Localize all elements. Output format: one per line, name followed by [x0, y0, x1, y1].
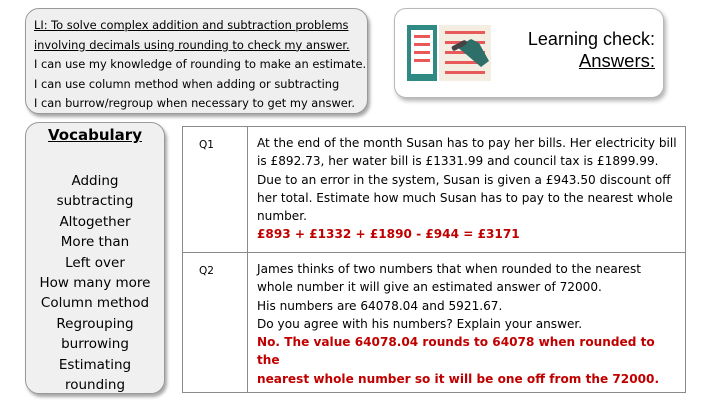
learning-check-subtitle: Answers: — [578, 50, 655, 71]
vocab-word: burrowing — [61, 336, 129, 353]
vocabulary-title: Vocabulary — [48, 126, 142, 144]
answer-line: nearest whole number so it will be one off from the 72000. — [257, 371, 660, 386]
vocab-word: subtracting — [56, 193, 134, 210]
vocabulary-list — [26, 171, 164, 395]
learning-check-box — [394, 8, 664, 98]
vocab-word: How many more — [39, 275, 151, 292]
vocabulary-box — [25, 122, 165, 394]
table-row — [183, 253, 686, 393]
questions-table — [182, 126, 686, 393]
vocab-word: rounding — [64, 377, 126, 394]
question-line: James thinks of two numbers that when rounded to the nearest — [257, 262, 642, 276]
vocab-word: Altogether — [59, 213, 131, 230]
li-criterion-3: I can burrow/regroup when necessary to get my answer. — [34, 96, 356, 110]
question-line: number. — [257, 209, 307, 224]
vocab-word: More than — [60, 234, 130, 251]
question-line: His numbers are 64078.04 and 5921.67. — [257, 298, 503, 313]
question-number: Q1 — [183, 127, 248, 253]
li-criterion-1: I can use my knowledge of rounding to make an estimate. — [34, 57, 367, 71]
question-line: Due to an error in the system, Susan is given a £943.50 discount off — [257, 172, 671, 187]
answer-line: £893 + £1332 + £1890 - £944 = £3171 — [257, 227, 520, 242]
vocab-word: Regrouping — [56, 315, 134, 332]
learning-check-title: Learning check: — [527, 29, 655, 49]
answer-line: No. The value 64078.04 rounds to 64078 when rounded to the — [257, 335, 655, 368]
question-line: Do you agree with his numbers? Explain your answer. — [257, 316, 583, 331]
question-number: Q2 — [183, 253, 248, 393]
li-heading: LI: To solve complex addition and subtraction problems — [34, 18, 349, 32]
learning-check-heading — [528, 29, 655, 71]
table-row — [183, 127, 686, 253]
question-text — [248, 127, 686, 253]
question-line: At the end of the month Susan has to pay her bills. Her electricity bill — [257, 136, 677, 150]
question-line: whole number it will give an estimated answer of 72000. — [257, 280, 602, 295]
li-heading-cont: involving decimals using rounding to check my answer. — [34, 37, 350, 52]
question-line: her total. Estimate how much Susan has to pay to the nearest whole — [257, 190, 673, 205]
question-line: is £892.73, her water bill is £1331.99 and council tax is £1899.99. — [257, 154, 659, 169]
learning-intention-box — [25, 8, 368, 114]
li-criterion-2: I can use column method when adding or subtracting — [34, 76, 340, 91]
vocab-word: Adding — [71, 173, 119, 189]
vocab-word: Column method — [40, 295, 150, 312]
vocab-word: Left over — [65, 254, 125, 271]
vocab-word: Estimating — [58, 356, 132, 373]
clipboard-checklist-hand-icon — [401, 21, 499, 83]
question-text — [248, 253, 686, 393]
